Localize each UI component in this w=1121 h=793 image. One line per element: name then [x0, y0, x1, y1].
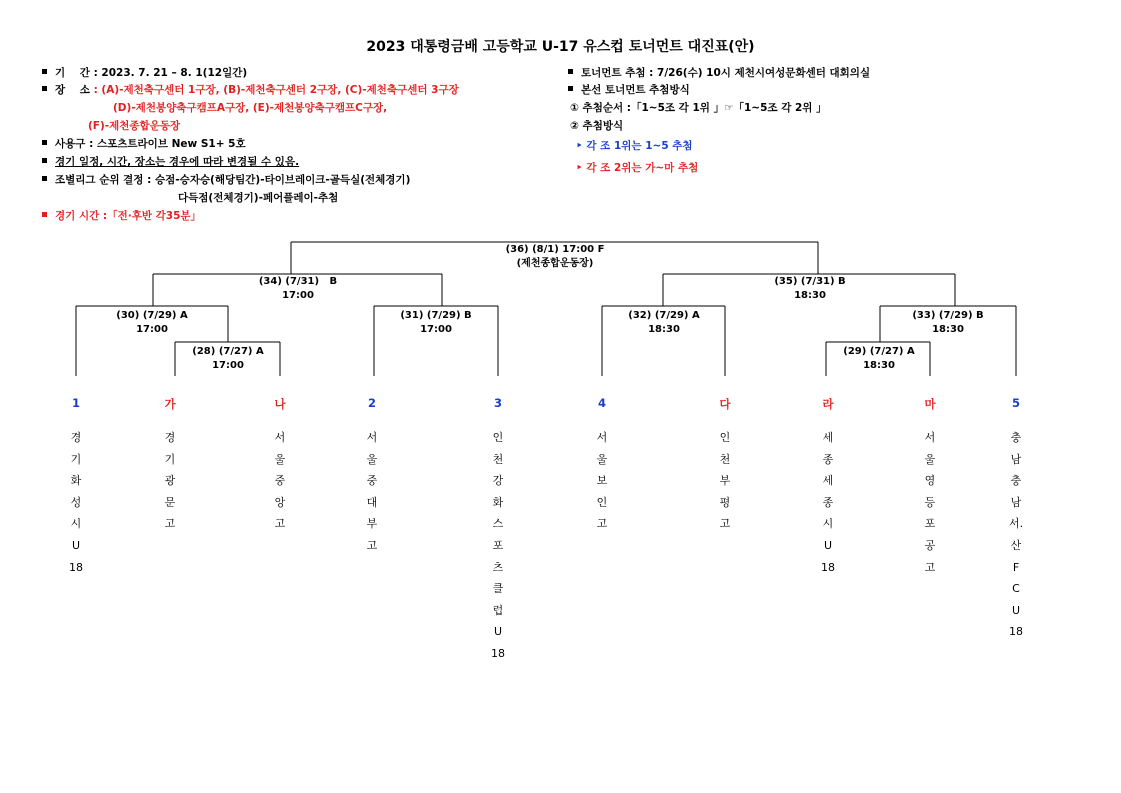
team-name-char: 고: [164, 517, 176, 531]
team-name-char: 울: [596, 452, 608, 466]
team-name-char: 울: [366, 452, 378, 466]
team-name-char: 고: [719, 517, 731, 531]
match-31-line1: (31) (7/29) B: [400, 310, 472, 321]
team-name-char: C: [1012, 582, 1020, 596]
venue-line1: : (A)-제천축구센터 1구장, (B)-제천축구센터 2구장, (C)-제천축구센터 3구장: [93, 84, 459, 96]
team-name-char: 평: [719, 495, 731, 509]
match-32-label: [628, 309, 699, 337]
venue-line2: (D)-제천봉양축구캠프A구장, (E)-제천봉양축구캠프C구장,: [113, 102, 388, 114]
team-name-char: 화: [492, 495, 504, 509]
slot-6-seed: 4: [597, 396, 606, 410]
match-29-line1: (29) (7/27) A: [843, 346, 915, 357]
match-30-line1: (30) (7/29) A: [116, 310, 188, 321]
team-name-char: U: [823, 538, 833, 552]
team-name-char: 세: [822, 431, 834, 444]
team-name-char: 포: [924, 517, 936, 531]
team-name-char: 광: [164, 474, 176, 488]
match-35-line2: 18:30: [794, 290, 826, 301]
rule-first-place: ‣ 각 조 1위는 1~5 추첨: [576, 140, 693, 152]
match-29-label: [843, 345, 914, 373]
match-36-label: [506, 243, 605, 271]
team-name-char: 울: [924, 452, 936, 466]
team-name-char: 포: [492, 538, 504, 552]
team-name-char: 고: [924, 560, 936, 574]
slot-8-team-name: [818, 427, 838, 578]
match-28-line1: (28) (7/27) A: [192, 346, 264, 357]
match-34-line1: (34) (7/31) B: [258, 276, 338, 287]
team-name-char: 등: [924, 495, 936, 509]
slot-5-team-name: [488, 427, 508, 665]
match-30-line2: 17:00: [136, 324, 168, 335]
team-name-char: 기: [164, 452, 176, 466]
slot-4-seed: 2: [367, 396, 376, 410]
slot-1-team-name: [66, 427, 86, 578]
slot-1-seed: 1: [71, 396, 80, 410]
team-name-char: 18: [491, 646, 505, 660]
match-32-line1: (32) (7/29) A: [628, 310, 700, 321]
slot-8-seed: 라: [822, 397, 834, 411]
team-name-char: 부: [719, 474, 731, 488]
match-30-label: [116, 309, 187, 337]
team-name-char: 경: [164, 431, 176, 444]
match-34-label: [259, 275, 337, 303]
slot-2-seed: 가: [164, 397, 176, 411]
team-name-char: 서: [366, 431, 378, 444]
match-35-line1: (35) (7/31) B: [774, 276, 846, 287]
team-name-char: 보: [596, 474, 608, 488]
rule-second-place: ‣ 각 조 2위는 가~마 추첨: [576, 162, 699, 174]
team-name-char: 18: [69, 560, 83, 574]
team-name-char: 시: [822, 517, 834, 531]
team-name-char: 남: [1010, 452, 1022, 466]
match-31-line2: 17:00: [420, 324, 452, 335]
slot-4-team-name: [362, 427, 382, 557]
page-title: 2023 대통령금배 고등학교 U-17 유스컵 토너먼트 대진표(안): [366, 39, 755, 55]
schedule-note-text: 경기 일정, 시간, 장소는 경우에 따라 변경될 수 있음.: [55, 156, 300, 168]
team-name-char: F: [1012, 560, 1020, 574]
match-time-text: 경기 시간 :「전·후반 각35분」: [55, 210, 202, 222]
team-name-char: 인: [492, 431, 504, 444]
team-name-char: 대: [366, 495, 378, 509]
match-34-line2: 17:00: [282, 290, 314, 301]
team-name-char: 인: [596, 495, 608, 509]
match-32-line2: 18:30: [648, 324, 680, 335]
team-name-char: 서: [596, 431, 608, 444]
team-name-char: 츠: [492, 560, 504, 574]
team-name-char: 화: [70, 474, 82, 488]
team-name-char: 앙: [274, 495, 286, 509]
team-name-char: 종: [822, 495, 834, 509]
match-35-label: [774, 275, 845, 303]
match-33-label: [912, 309, 983, 337]
slot-2-team-name: [160, 427, 180, 535]
slot-10-seed: 5: [1011, 396, 1020, 410]
team-name-char: 럽: [492, 603, 504, 617]
team-name-char: 세: [822, 474, 834, 488]
team-name-char: 종: [822, 452, 834, 466]
team-name-char: 스: [492, 517, 504, 531]
period-value: : 2023. 7. 21 – 8. 1(12일간): [93, 67, 248, 79]
match-36-line2: (제천종합운동장): [516, 258, 594, 269]
ball-text: 사용구 : 스포츠트라이브 New S1+ 5호: [55, 138, 246, 150]
team-name-char: 천: [719, 452, 731, 466]
match-28-label: [192, 345, 263, 373]
team-name-char: 울: [274, 452, 286, 466]
match-33-line1: (33) (7/29) B: [912, 310, 984, 321]
team-name-char: 천: [492, 452, 504, 466]
match-31-label: [400, 309, 471, 337]
team-name-char: 서: [274, 431, 286, 444]
team-name-char: 성: [70, 495, 82, 509]
team-name-char: 산: [1010, 538, 1022, 552]
team-name-char: 18: [821, 560, 835, 574]
team-name-char: 영: [924, 474, 936, 488]
team-name-char: 강: [492, 474, 504, 488]
team-name-char: 문: [164, 495, 176, 509]
match-29-line2: 18:30: [863, 360, 895, 371]
team-name-char: 서: [924, 431, 936, 444]
slot-3-team-name: [270, 427, 290, 535]
team-name-char: 충: [1010, 431, 1022, 444]
match-36-line1: (36) (8/1) 17:00 F: [505, 244, 605, 255]
slot-5-seed: 3: [493, 396, 502, 410]
team-name-char: 고: [596, 517, 608, 531]
slot-7-seed: 다: [719, 397, 731, 411]
ranking-line1: 조별리그 순위 결정 : 승점-승자승(해당팀간)-타이브레이크-골득실(전체경기): [55, 174, 411, 186]
slot-6-team-name: [592, 427, 612, 535]
team-name-char: 18: [1009, 625, 1023, 639]
team-name-char: 고: [366, 538, 378, 552]
draw-method: ② 추첨방식: [570, 120, 624, 132]
team-name-char: U: [71, 538, 81, 552]
team-name-char: 중: [274, 474, 286, 488]
team-name-char: 부: [366, 517, 378, 531]
team-name-char: 클: [492, 582, 504, 596]
match-33-line2: 18:30: [932, 324, 964, 335]
ranking-line2: 다득점(전체경기)-페어플레이-추첨: [178, 192, 339, 204]
team-name-char: 충: [1010, 474, 1022, 488]
team-name-char: U: [493, 625, 503, 639]
team-name-char: 고: [274, 517, 286, 531]
slot-7-team-name: [715, 427, 735, 535]
venue-line3: (F)-제천종합운동장: [88, 120, 181, 132]
team-name-char: 공: [924, 538, 936, 552]
method-title-text: 본선 토너먼트 추첨방식: [581, 84, 690, 96]
venue-label: 장 소: [55, 84, 90, 96]
slot-9-team-name: [920, 427, 940, 578]
slot-3-seed: 나: [274, 397, 286, 411]
team-name-char: 서.: [1008, 517, 1024, 531]
team-name-char: 중: [366, 474, 378, 488]
team-name-char: 경: [70, 431, 82, 444]
slot-9-seed: 마: [924, 397, 936, 411]
team-name-char: 시: [70, 517, 82, 531]
team-name-char: 인: [719, 431, 731, 444]
team-name-char: 기: [70, 452, 82, 466]
slot-10-team-name: [1006, 427, 1026, 643]
draw-text: 토너먼트 추첨 : 7/26(수) 10시 제천시여성문화센터 대회의실: [581, 67, 871, 79]
match-28-line2: 17:00: [212, 360, 244, 371]
draw-order: ① 추첨순서 :「1~5조 각 1위 」☞「1~5조 각 2위 」: [570, 102, 827, 114]
team-name-char: 남: [1010, 495, 1022, 509]
period-label: 기 간: [55, 67, 90, 79]
team-name-char: U: [1011, 603, 1021, 617]
